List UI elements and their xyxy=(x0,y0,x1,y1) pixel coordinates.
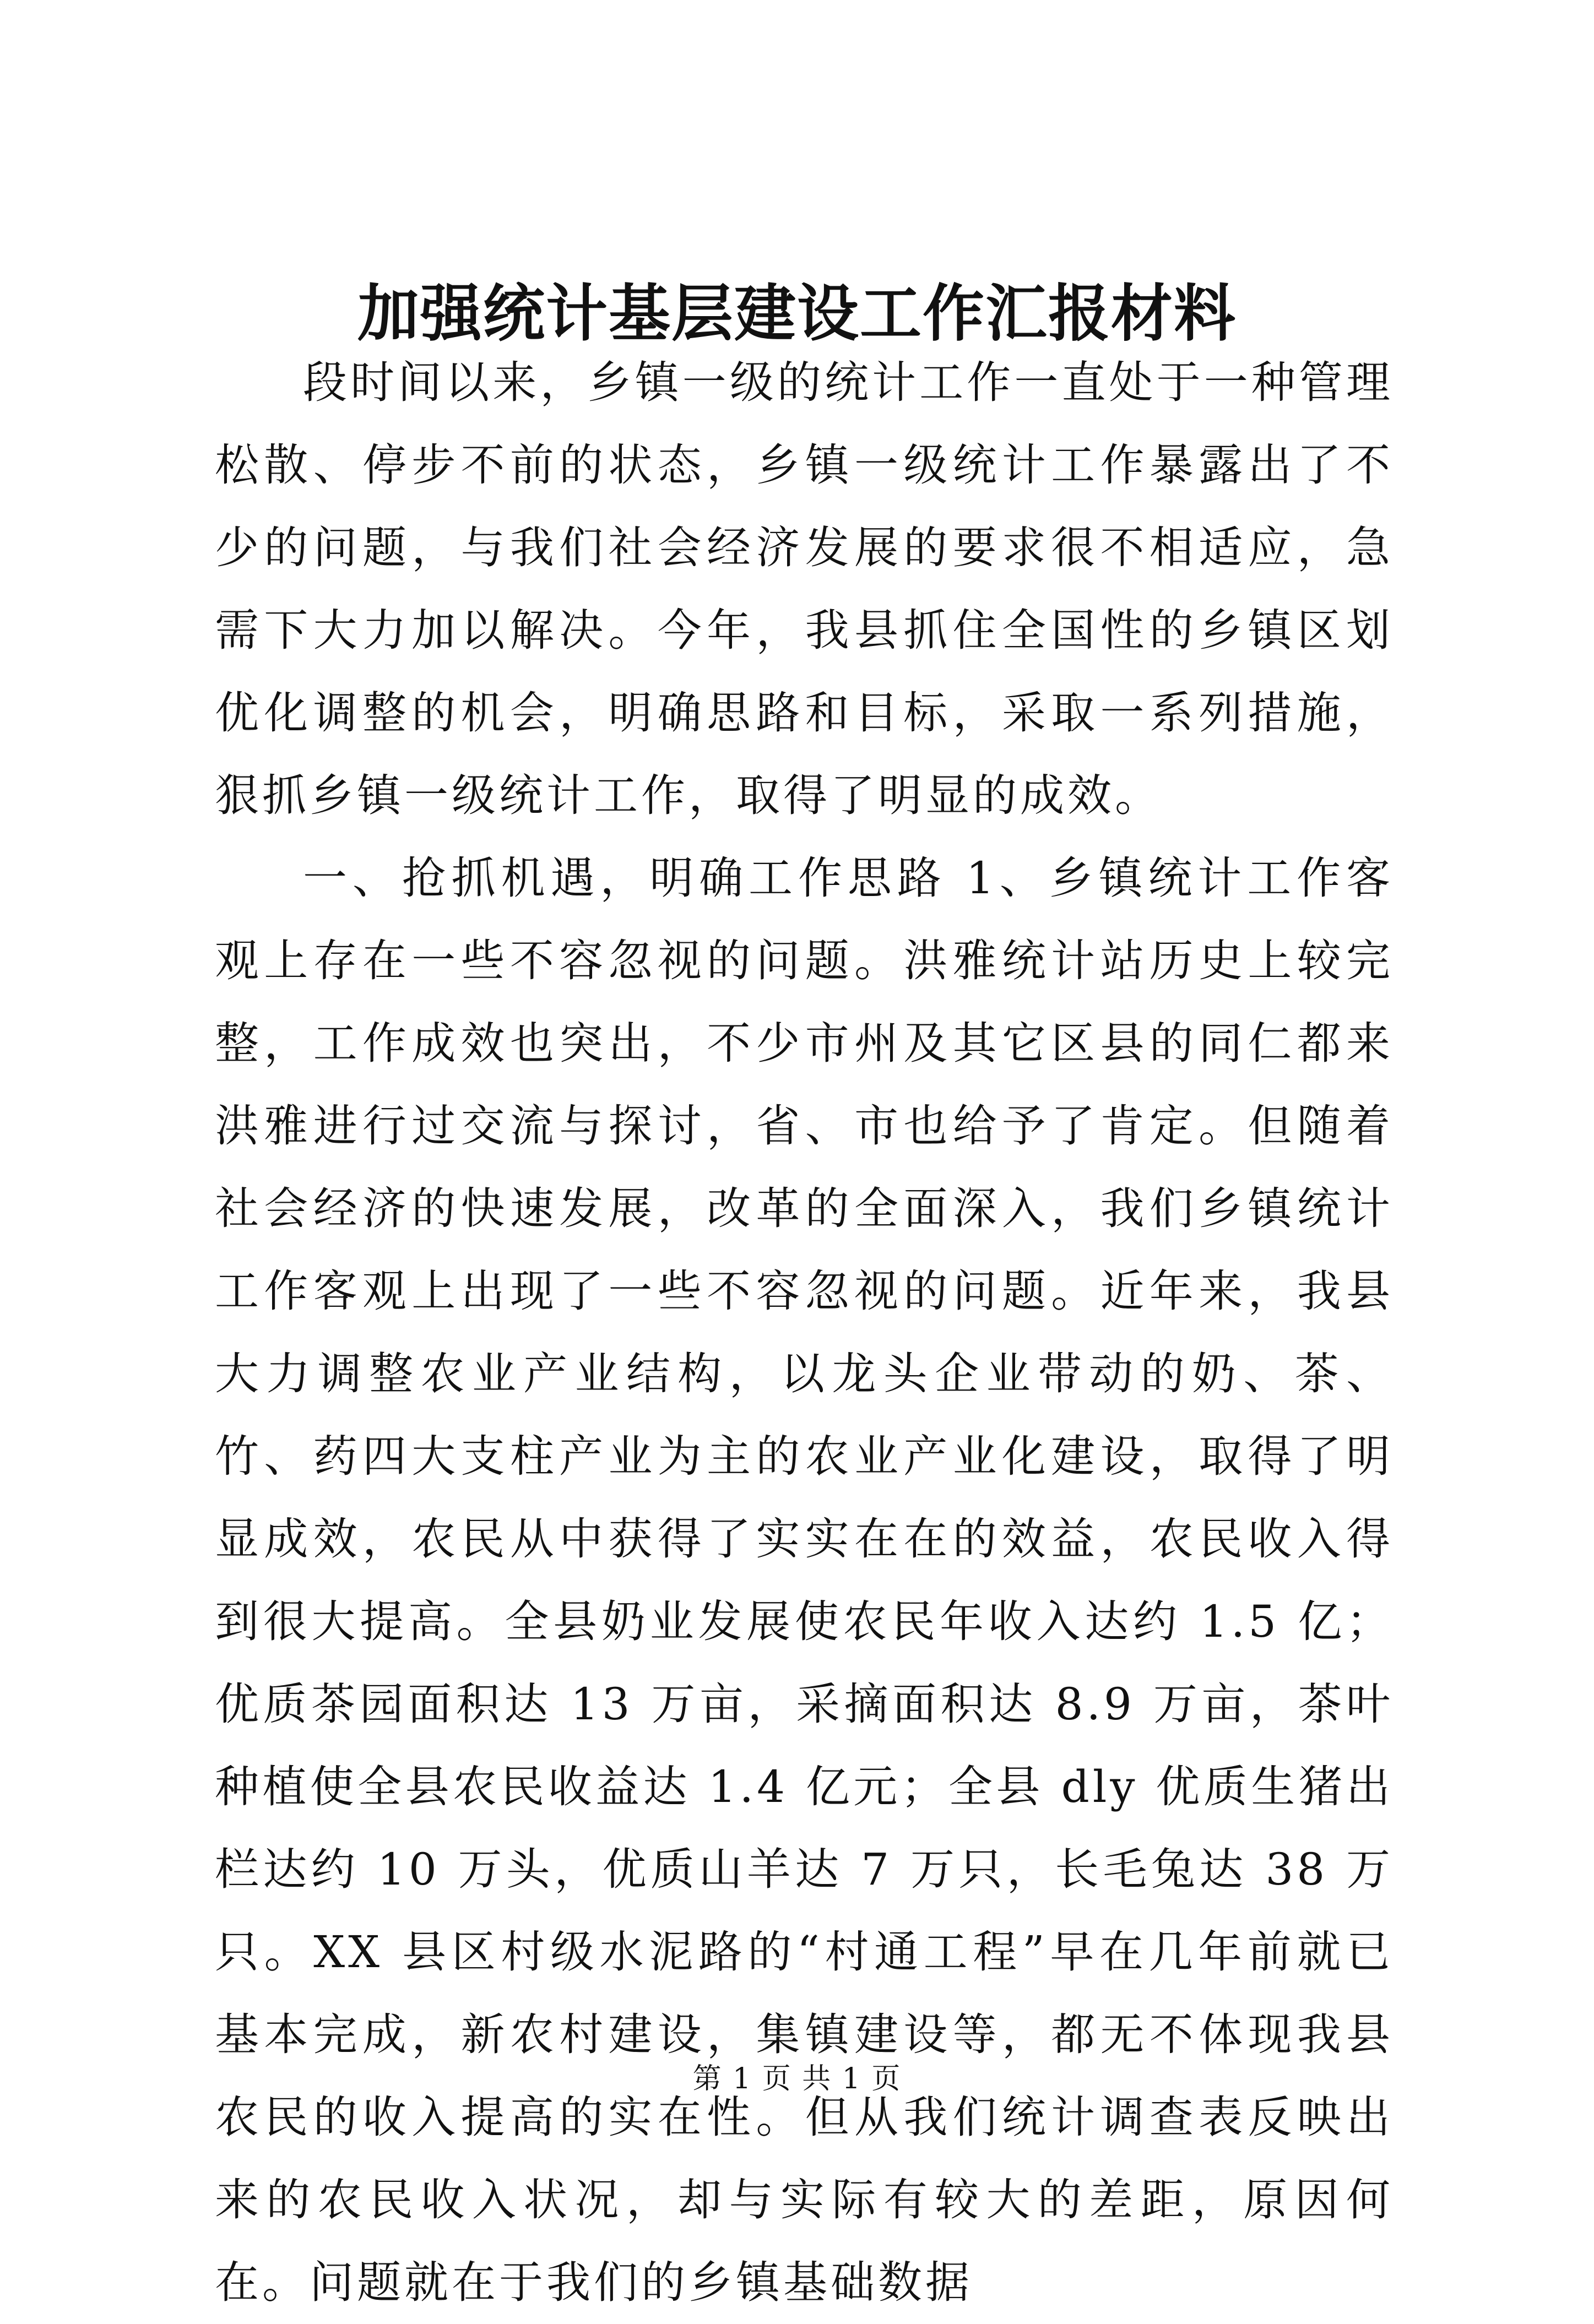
intro-paragraph: 段时间以来，乡镇一级的统计工作一直处于一种管理松散、停步不前的状态，乡镇一级统计工作暴露出了不少的问题，与我们社会经济发展的要求很不相适应，急需下大力加以解决。今年，我县抓住全国性的乡镇区划优化调整的机会，明确思路和目标，采取一系列措施，狠抓乡镇一级统计工作，取得了明显的成效。 xyxy=(215,357,1394,821)
document-body xyxy=(215,341,1394,2324)
page-title: 加强统计基层建设工作汇报材料 xyxy=(357,278,1237,350)
page-footer: 第 1 页 共 1 页 xyxy=(692,2062,902,2095)
section-one-paragraph: 一、抢抓机遇，明确工作思路 1、乡镇统计工作客观上存在一些不容忽视的问题。洪雅统计站历史上较完整，工作成效也突出，不少市州及其它区县的同仁都来洪雅进行过交流与探讨，省、市也给予了肯定。但随着社会经济的快速发展，改革的全面深入，我们乡镇统计工作客观上出现了一些不容忽视的问题。近年来，我县大力调整农业产业结构，以龙头企业带动的奶、茶、竹、药四大支柱产业为主的农业产业化建设，取得了明显成效，农民从中获得了实实在在的效益，农民收入得到很大提高。全县奶业发展使农民年收入达约 1.5 亿；优质茶园面积达 13 万亩，采摘面积达 8.9 万亩，茶叶种植使全县农民收益达 1.4 亿元；全县 dly 优质生猪出栏达约 10 万头，优质山羊达 7 万只，长毛兔达 38 万只。XX 县区村级水泥路的“村通工程”早在几年前就已基本完成，新农村建设，集镇建设等，都无不体现我县农民的收入提高的实在性。但从我们统计调查表反映出来的农民收入状况，却与实际有较大的差距，原因何在。问题就在于我们的乡镇基础数据 xyxy=(215,853,1394,2308)
